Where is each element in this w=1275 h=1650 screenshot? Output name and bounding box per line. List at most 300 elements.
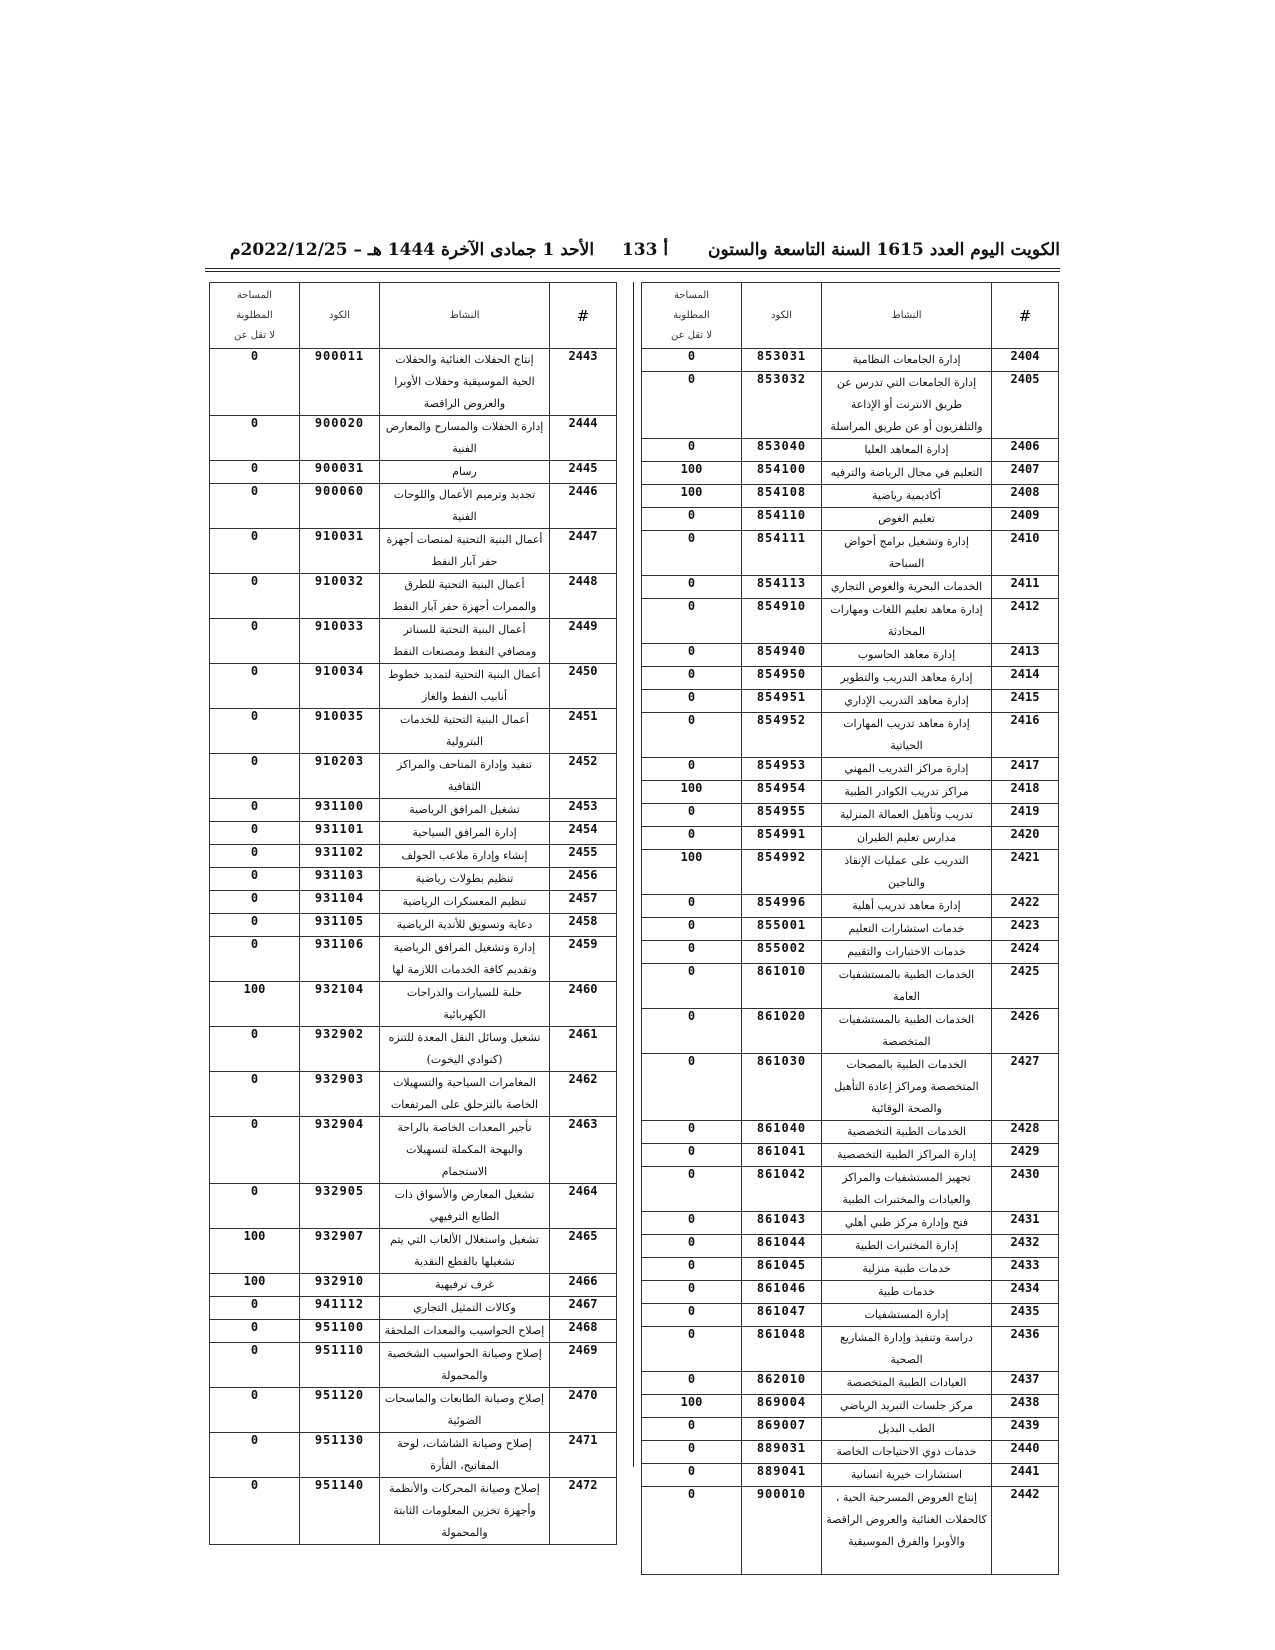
row-activity: إدارة وتشغيل المرافق الرياضية وتقديم كافة الخدمات اللازمة لها — [380, 937, 550, 982]
row-activity: إنتاج الحفلات الغنائية والحفلات الحية الموسيقية وحفلات الأوبرا والعروض الراقصة — [380, 349, 550, 416]
row-number: 2437 — [992, 1372, 1059, 1395]
row-activity: إدارة مراكز التدريب المهني — [822, 758, 992, 781]
row-code: 855001 — [742, 918, 822, 941]
row-number: 2409 — [992, 508, 1059, 531]
table-row — [642, 1144, 1059, 1167]
row-number: 2452 — [550, 754, 617, 799]
row-number: 2446 — [550, 484, 617, 529]
row-activity: الخدمات البحرية والغوص التجاري — [822, 576, 992, 599]
row-code: 951120 — [300, 1388, 380, 1433]
row-code: 869007 — [742, 1418, 822, 1441]
row-code: 931102 — [300, 845, 380, 868]
table-row — [210, 709, 617, 754]
table-row — [210, 754, 617, 799]
row-activity: أعمال البنية التحتية لتمديد خطوط أنابيب النفط والغاز — [380, 664, 550, 709]
row-number: 2445 — [550, 461, 617, 484]
row-activity: تشغيل واستغلال الألعاب التي يتم تشغيلها بالقطع النقدية — [380, 1229, 550, 1274]
row-number: 2404 — [992, 349, 1059, 372]
table-row — [642, 1395, 1059, 1418]
table-row — [642, 644, 1059, 667]
row-number: 2465 — [550, 1229, 617, 1274]
row-area: 0 — [642, 508, 742, 531]
row-activity: إدارة معاهد تعليم اللغات ومهارات المحادثة — [822, 599, 992, 644]
row-number: 2458 — [550, 914, 617, 937]
row-activity: تشغيل وسائل النقل المعدة للتنزه (كنوادي اليخوت) — [380, 1027, 550, 1072]
table-row — [642, 1121, 1059, 1144]
row-number: 2422 — [992, 895, 1059, 918]
row-number: 2461 — [550, 1027, 617, 1072]
row-activity: تنظيم المعسكرات الرياضية — [380, 891, 550, 914]
row-number: 2447 — [550, 529, 617, 574]
table-row — [642, 1212, 1059, 1235]
row-code: 910031 — [300, 529, 380, 574]
row-code: 951110 — [300, 1343, 380, 1388]
table-row — [642, 462, 1059, 485]
row-area: 0 — [210, 709, 300, 754]
row-code: 861020 — [742, 1009, 822, 1054]
row-code: 861045 — [742, 1258, 822, 1281]
row-code: 910034 — [300, 664, 380, 709]
row-activity: فتح وإدارة مركز طبي أهلي — [822, 1212, 992, 1235]
table-row — [642, 1054, 1059, 1121]
table-row — [642, 827, 1059, 850]
row-area: 0 — [210, 868, 300, 891]
row-code: 900020 — [300, 416, 380, 461]
header-area-line-2: المطلوبة — [236, 309, 273, 321]
row-number: 2430 — [992, 1167, 1059, 1212]
row-activity: الطب البديل — [822, 1418, 992, 1441]
row-number: 2410 — [992, 531, 1059, 576]
row-area: 0 — [210, 1343, 300, 1388]
row-area: 0 — [210, 914, 300, 937]
row-activity: استشارات خيرية انسانية — [822, 1464, 992, 1487]
row-activity: التعليم في مجال الرياضة والترفيه — [822, 462, 992, 485]
row-area: 0 — [210, 1027, 300, 1072]
row-activity: تعليم الغوص — [822, 508, 992, 531]
row-code: 900060 — [300, 484, 380, 529]
row-area: 0 — [210, 1388, 300, 1433]
table-header-row — [642, 283, 1059, 349]
row-activity: خدمات طبية منزلية — [822, 1258, 992, 1281]
row-number: 2450 — [550, 664, 617, 709]
row-number: 2459 — [550, 937, 617, 982]
row-number: 2470 — [550, 1388, 617, 1433]
row-activity: إدارة الحفلات والمسارح والمعارض الفنية — [380, 416, 550, 461]
row-code: 854110 — [742, 508, 822, 531]
row-area: 100 — [642, 485, 742, 508]
row-area: 0 — [642, 576, 742, 599]
row-activity: مراكز تدريب الكوادر الطبية — [822, 781, 992, 804]
row-number: 2456 — [550, 868, 617, 891]
table-row — [210, 1297, 617, 1320]
row-activity: إدارة المراكز الطبية التخصصية — [822, 1144, 992, 1167]
page-header — [230, 240, 1060, 266]
table-row — [210, 1274, 617, 1297]
row-code: 900031 — [300, 461, 380, 484]
header-rule-bottom — [205, 271, 1060, 272]
header-area-line-3: لا تقل عن — [670, 329, 713, 341]
row-area: 100 — [642, 462, 742, 485]
row-code: 861043 — [742, 1212, 822, 1235]
row-code: 861010 — [742, 964, 822, 1009]
row-area: 0 — [642, 1054, 742, 1121]
row-code: 854111 — [742, 531, 822, 576]
row-activity: دراسة وتنفيذ وإدارة المشاريع الصحية — [822, 1327, 992, 1372]
row-area: 0 — [642, 349, 742, 372]
header-code: الكود — [742, 283, 822, 349]
row-area: 0 — [210, 1478, 300, 1545]
row-number: 2406 — [992, 439, 1059, 462]
row-area: 0 — [642, 1009, 742, 1054]
table-row — [210, 1343, 617, 1388]
table-row — [642, 713, 1059, 758]
row-code: 854954 — [742, 781, 822, 804]
row-area: 0 — [642, 1327, 742, 1372]
row-area: 0 — [210, 799, 300, 822]
row-area: 0 — [642, 1121, 742, 1144]
row-code: 861048 — [742, 1327, 822, 1372]
row-number: 2431 — [992, 1212, 1059, 1235]
row-code: 861041 — [742, 1144, 822, 1167]
row-number: 2428 — [992, 1121, 1059, 1144]
row-number: 2429 — [992, 1144, 1059, 1167]
row-activity: إدارة المعاهد العليا — [822, 439, 992, 462]
row-activity: تنفيذ وإدارة المتاحف والمراكز الثقافية — [380, 754, 550, 799]
table-row — [642, 531, 1059, 576]
table-row — [642, 1304, 1059, 1327]
row-activity: تشغيل المرافق الرياضية — [380, 799, 550, 822]
row-area: 0 — [642, 918, 742, 941]
table-row — [210, 982, 617, 1027]
row-number: 2438 — [992, 1395, 1059, 1418]
row-number: 2408 — [992, 485, 1059, 508]
row-activity: تجديد وترميم الأعمال واللوحات الفنية — [380, 484, 550, 529]
row-number: 2451 — [550, 709, 617, 754]
table-row — [642, 1167, 1059, 1212]
row-area: 0 — [210, 754, 300, 799]
table-row — [642, 439, 1059, 462]
row-code: 853032 — [742, 372, 822, 439]
row-activity: الخدمات الطبية بالمستشفيات المتخصصة — [822, 1009, 992, 1054]
row-activity: خدمات طبية — [822, 1281, 992, 1304]
row-area: 0 — [642, 1304, 742, 1327]
row-code: 900010 — [742, 1487, 822, 1575]
table-row — [642, 349, 1059, 372]
row-code: 861047 — [742, 1304, 822, 1327]
row-code: 854108 — [742, 485, 822, 508]
row-number: 2411 — [992, 576, 1059, 599]
table-row — [210, 891, 617, 914]
row-number: 2419 — [992, 804, 1059, 827]
table-row — [210, 822, 617, 845]
row-number: 2435 — [992, 1304, 1059, 1327]
row-area: 0 — [642, 1281, 742, 1304]
row-number: 2462 — [550, 1072, 617, 1117]
table-row — [642, 1009, 1059, 1054]
row-activity: حلبة للسيارات والدراجات الكهربائية — [380, 982, 550, 1027]
row-number: 2439 — [992, 1418, 1059, 1441]
row-code: 931104 — [300, 891, 380, 914]
row-number: 2418 — [992, 781, 1059, 804]
row-code: 910035 — [300, 709, 380, 754]
row-activity: تأجير المعدات الخاصة بالراحة والبهجة المكملة لتسهيلات الاستجمام — [380, 1117, 550, 1184]
row-code: 854996 — [742, 895, 822, 918]
table-row — [642, 918, 1059, 941]
row-area: 100 — [642, 1395, 742, 1418]
row-activity: إدارة وتشغيل برامج أحواض السباحة — [822, 531, 992, 576]
row-code: 854950 — [742, 667, 822, 690]
row-activity: تجهيز المستشفيات والمراكز والعيادات والمختبرات الطبية — [822, 1167, 992, 1212]
row-activity: مدارس تعليم الطيران — [822, 827, 992, 850]
row-activity: إصلاح وصيانة الحواسيب الشخصية والمحمولة — [380, 1343, 550, 1388]
row-code: 932907 — [300, 1229, 380, 1274]
row-area: 0 — [210, 416, 300, 461]
row-code: 931106 — [300, 937, 380, 982]
header-area — [210, 283, 300, 349]
activities-table-left — [209, 282, 617, 1545]
row-code: 951100 — [300, 1320, 380, 1343]
row-code: 854940 — [742, 644, 822, 667]
row-activity: إصلاح وصيانة المحركات والأنظمة وأجهزة تخزين المعلومات الثابتة والمحمولة — [380, 1478, 550, 1545]
table-row — [642, 508, 1059, 531]
row-area: 0 — [642, 1372, 742, 1395]
row-code: 861046 — [742, 1281, 822, 1304]
row-activity: إدارة المستشفيات — [822, 1304, 992, 1327]
row-activity: العيادات الطبية المتخصصة — [822, 1372, 992, 1395]
row-activity: المغامرات السياحية والتسهيلات الخاصة بالتزحلق على المرتفعات — [380, 1072, 550, 1117]
row-code: 861044 — [742, 1235, 822, 1258]
table-row — [210, 619, 617, 664]
row-number: 2441 — [992, 1464, 1059, 1487]
row-activity: إدارة معاهد تدريب المهارات الحياتية — [822, 713, 992, 758]
table-row — [642, 758, 1059, 781]
row-number: 2414 — [992, 667, 1059, 690]
row-activity: إدارة معاهد التدريب الإداري — [822, 690, 992, 713]
row-code: 910203 — [300, 754, 380, 799]
row-activity: إنتاج العروض المسرحية الحية ، كالحفلات الغنائية والعروض الراقصة والأوبرا والفرق الموسيقية — [822, 1487, 992, 1575]
row-number: 2460 — [550, 982, 617, 1027]
row-activity: دعاية وتسويق للأندية الرياضية — [380, 914, 550, 937]
row-area: 0 — [210, 529, 300, 574]
table-row — [642, 1327, 1059, 1372]
row-activity: إصلاح الحواسيب والمعدات الملحقة — [380, 1320, 550, 1343]
row-activity: الخدمات الطبية التخصصية — [822, 1121, 992, 1144]
row-activity: أعمال البنية التحتية للطرق والممرات أجهزة حفر آبار النفط — [380, 574, 550, 619]
row-code: 854951 — [742, 690, 822, 713]
row-number: 2426 — [992, 1009, 1059, 1054]
row-area: 100 — [210, 1274, 300, 1297]
row-code: 932903 — [300, 1072, 380, 1117]
header-code: الكود — [300, 283, 380, 349]
table-row — [210, 349, 617, 416]
row-area: 0 — [210, 937, 300, 982]
row-area: 0 — [210, 1433, 300, 1478]
row-area: 0 — [642, 964, 742, 1009]
table-row — [642, 667, 1059, 690]
row-activity: إدارة معاهد التدريب والتطوير — [822, 667, 992, 690]
row-number: 2464 — [550, 1184, 617, 1229]
row-area: 0 — [642, 1212, 742, 1235]
row-code: 854100 — [742, 462, 822, 485]
row-number: 2442 — [992, 1487, 1059, 1575]
row-number: 2416 — [992, 713, 1059, 758]
row-number: 2432 — [992, 1235, 1059, 1258]
table-row — [210, 664, 617, 709]
row-area: 0 — [210, 1184, 300, 1229]
row-area: 0 — [642, 1464, 742, 1487]
row-number: 2417 — [992, 758, 1059, 781]
row-activity: رسام — [380, 461, 550, 484]
row-activity: الخدمات الطبية بالمصحات المتخصصة ومراكز إعادة التأهيل والصحة الوقائية — [822, 1054, 992, 1121]
table-row — [642, 1281, 1059, 1304]
row-area: 0 — [642, 690, 742, 713]
row-code: 932904 — [300, 1117, 380, 1184]
row-code: 854953 — [742, 758, 822, 781]
row-code: 932902 — [300, 1027, 380, 1072]
row-area: 0 — [642, 895, 742, 918]
row-activity: تنظيم بطولات رياضية — [380, 868, 550, 891]
row-code: 941112 — [300, 1297, 380, 1320]
row-area: 0 — [210, 891, 300, 914]
table-row — [210, 1478, 617, 1545]
row-code: 861040 — [742, 1121, 822, 1144]
table-row — [210, 1388, 617, 1433]
row-area: 0 — [642, 667, 742, 690]
table-row — [642, 1441, 1059, 1464]
table-row — [642, 1418, 1059, 1441]
row-number: 2444 — [550, 416, 617, 461]
table-row — [210, 1072, 617, 1117]
row-area: 0 — [642, 531, 742, 576]
gazette-issue-title: الكويت اليوم العدد 1615 السنة التاسعة والستون — [707, 240, 1060, 260]
row-area: 0 — [642, 1144, 742, 1167]
row-activity: أكاديمية رياضية — [822, 485, 992, 508]
row-number: 2415 — [992, 690, 1059, 713]
row-activity: خدمات الاختبارات والتقييم — [822, 941, 992, 964]
row-code: 910033 — [300, 619, 380, 664]
row-code: 861030 — [742, 1054, 822, 1121]
row-activity: خدمات ذوي الاحتياجات الخاصة — [822, 1441, 992, 1464]
row-activity: الخدمات الطبية بالمستشفيات العامة — [822, 964, 992, 1009]
row-activity: أعمال البنية التحتية للخدمات البترولية — [380, 709, 550, 754]
row-area: 0 — [210, 822, 300, 845]
row-code: 862010 — [742, 1372, 822, 1395]
row-number: 2427 — [992, 1054, 1059, 1121]
table-row — [642, 576, 1059, 599]
row-code: 853040 — [742, 439, 822, 462]
row-number: 2413 — [992, 644, 1059, 667]
row-number: 2443 — [550, 349, 617, 416]
header-area — [642, 283, 742, 349]
header-area-line-1: المساحة — [673, 289, 710, 301]
row-number: 2424 — [992, 941, 1059, 964]
row-area: 100 — [642, 850, 742, 895]
table-row — [210, 1320, 617, 1343]
table-header-row — [210, 283, 617, 349]
header-area-line-2: المطلوبة — [673, 309, 710, 321]
row-area: 0 — [642, 1487, 742, 1575]
row-area: 0 — [642, 439, 742, 462]
row-number: 2425 — [992, 964, 1059, 1009]
row-number: 2412 — [992, 599, 1059, 644]
row-area: 100 — [642, 781, 742, 804]
row-code: 932910 — [300, 1274, 380, 1297]
row-number: 2472 — [550, 1478, 617, 1545]
table-row — [642, 781, 1059, 804]
row-activity: تشغيل المعارض والأسواق ذات الطابع الترفيهي — [380, 1184, 550, 1229]
header-num: # — [550, 283, 617, 349]
header-num: # — [992, 283, 1059, 349]
row-activity: أعمال البنية التحتية للسناتر ومصافي النفط ومصنعات النفط — [380, 619, 550, 664]
table-row — [642, 1235, 1059, 1258]
row-area: 0 — [642, 1235, 742, 1258]
row-number: 2468 — [550, 1320, 617, 1343]
table-row — [210, 868, 617, 891]
row-number: 2405 — [992, 372, 1059, 439]
row-area: 0 — [642, 1441, 742, 1464]
row-area: 0 — [642, 713, 742, 758]
row-code: 931103 — [300, 868, 380, 891]
row-area: 0 — [210, 349, 300, 416]
row-code: 854992 — [742, 850, 822, 895]
table-row — [210, 529, 617, 574]
row-code: 854910 — [742, 599, 822, 644]
row-number: 2453 — [550, 799, 617, 822]
row-activity: إصلاح وصيانة الشاشات، لوحة المفاتيح، الفأرة — [380, 1433, 550, 1478]
table-row — [642, 1487, 1059, 1575]
row-area: 0 — [210, 1320, 300, 1343]
table-row — [210, 1229, 617, 1274]
row-number: 2436 — [992, 1327, 1059, 1372]
row-number: 2455 — [550, 845, 617, 868]
row-number: 2449 — [550, 619, 617, 664]
row-activity: غرف ترفيهية — [380, 1274, 550, 1297]
table-row — [210, 416, 617, 461]
row-number: 2423 — [992, 918, 1059, 941]
row-number: 2448 — [550, 574, 617, 619]
activities-table-right — [641, 282, 1059, 1575]
row-area: 0 — [210, 484, 300, 529]
row-number: 2471 — [550, 1433, 617, 1478]
table-row — [210, 1027, 617, 1072]
row-area: 0 — [642, 804, 742, 827]
row-number: 2469 — [550, 1343, 617, 1388]
row-code: 931105 — [300, 914, 380, 937]
table-row — [642, 599, 1059, 644]
row-number: 2463 — [550, 1117, 617, 1184]
row-code: 854955 — [742, 804, 822, 827]
row-activity: إصلاح وصيانة الطابعات والماسحات الضوئية — [380, 1388, 550, 1433]
row-activity: إدارة معاهد تدريب أهلية — [822, 895, 992, 918]
row-number: 2434 — [992, 1281, 1059, 1304]
table-row — [210, 1117, 617, 1184]
row-code: 853031 — [742, 349, 822, 372]
row-code: 932905 — [300, 1184, 380, 1229]
row-activity: إدارة الجامعات التي تدرس عن طريق الانترنت أو الإذاعة والتلفزيون أو عن طريق المراسلة — [822, 372, 992, 439]
header-activity: النشاط — [380, 283, 550, 349]
row-number: 2466 — [550, 1274, 617, 1297]
row-number: 2467 — [550, 1297, 617, 1320]
row-code: 854113 — [742, 576, 822, 599]
table-row — [642, 690, 1059, 713]
row-area: 100 — [210, 1229, 300, 1274]
row-activity: إدارة المختبرات الطبية — [822, 1235, 992, 1258]
row-area: 0 — [642, 1258, 742, 1281]
page-number: أ 133 — [621, 240, 669, 260]
row-number: 2440 — [992, 1441, 1059, 1464]
table-row — [642, 1464, 1059, 1487]
row-activity: إدارة الجامعات النظامية — [822, 349, 992, 372]
